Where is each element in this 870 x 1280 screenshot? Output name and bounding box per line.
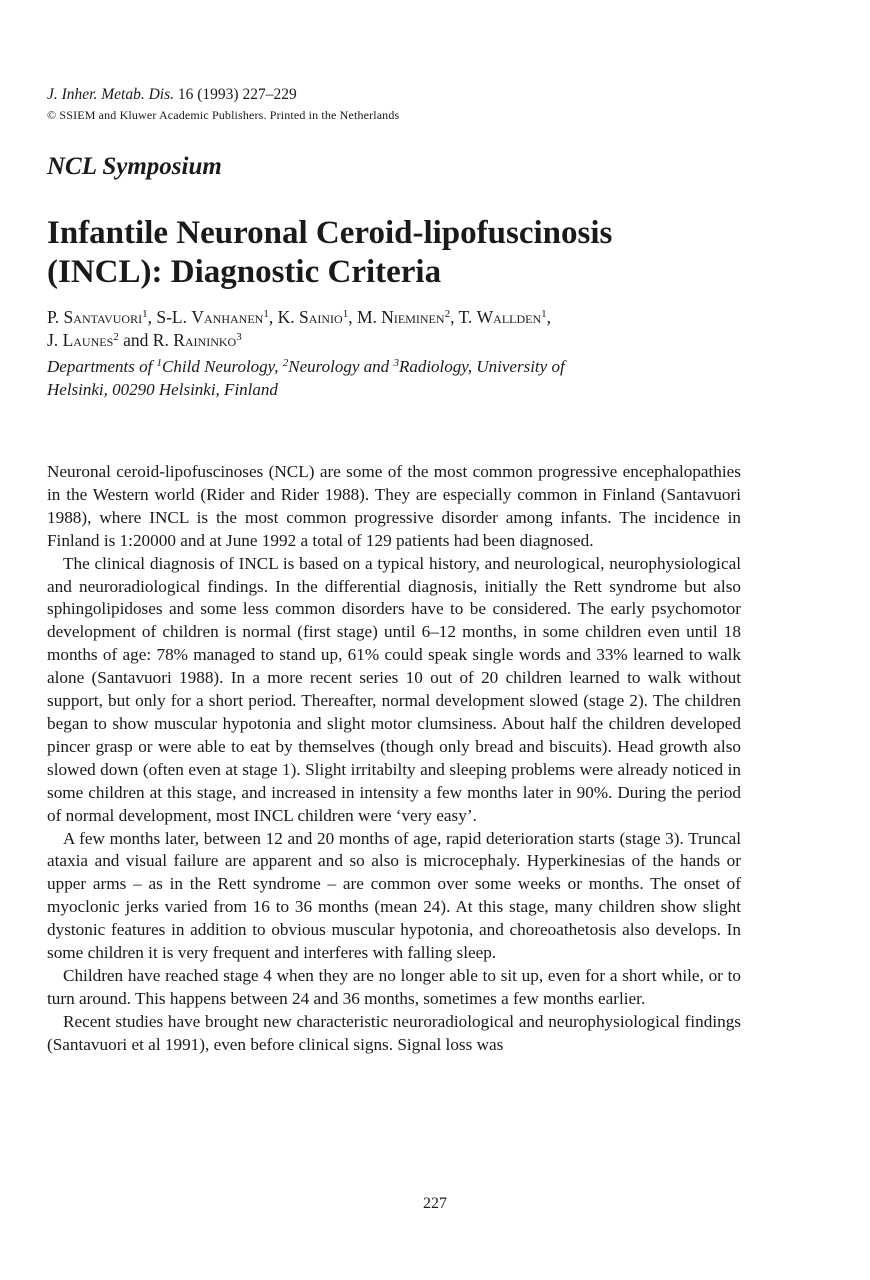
affiliation-marker: 1 — [156, 357, 163, 369]
affiliation-marker: 2 — [282, 357, 289, 369]
affiliations — [47, 355, 847, 401]
journal-volume-pages: 16 (1993) 227–229 — [174, 86, 297, 103]
author-name: Launes — [62, 330, 114, 350]
author-name: Wallden — [476, 307, 542, 327]
title-line-2: (INCL): Diagnostic Criteria — [47, 254, 442, 290]
section-title: NCL Symposium — [47, 153, 222, 180]
title-line-1: Infantile Neuronal Ceroid-lipofuscinosis — [47, 215, 613, 251]
affiliation-prefix: Departments of — [47, 357, 157, 376]
paragraph: Recent studies have brought new characteristic neuroradiological and neurophysiological findings (Santavuori et al 1991), even before clinical signs. Signal loss was — [47, 1011, 741, 1054]
journal-reference — [47, 86, 297, 104]
affiliation-marker: 1 — [263, 308, 269, 320]
institution-address: Helsinki, 00290 Helsinki, Finland — [47, 380, 278, 399]
author-list — [47, 306, 847, 352]
author-initial: P. — [47, 307, 64, 327]
author-initial: , M. — [348, 307, 382, 327]
article-body — [47, 461, 741, 1057]
affiliation-marker: 3 — [236, 331, 242, 343]
affiliation-marker: 2 — [444, 308, 451, 320]
author-name: Nieminen — [381, 307, 445, 327]
affiliation-marker: 1 — [541, 308, 547, 320]
affiliation-marker: 3 — [393, 357, 399, 369]
affiliation-marker: 1 — [342, 308, 349, 320]
author-initial: , S-L. — [147, 307, 192, 327]
copyright-line: © SSIEM and Kluwer Academic Publishers. Printed in the Netherlands — [47, 108, 400, 122]
page-number: 227 — [423, 1195, 447, 1212]
author-initial: J. — [47, 330, 63, 350]
journal-name: J. Inher. Metab. Dis. — [47, 86, 174, 103]
paragraph: Neuronal ceroid-lipofuscinoses (NCL) are some of the most common progressive encephalopathies in the Western world (Rider and Rider 1988). They are especially common in Finland (Santavuori 1988), where INCL is the most common progressive disorder among infants. The incidence in Finland is 1:20000 and at June 1992 a total of 129 patients had been diagnosed. — [47, 462, 741, 550]
department: Child Neurology, — [162, 357, 283, 376]
paragraph: The clinical diagnosis of INCL is based on a typical history, and neurological, neurophysiological and neuroradiological findings. In the differential diagnosis, initially the Rett syndrome but also sphingolipidoses and some less common disorders have to be considered. The early psychomotor development of children is normal (first stage) until 6–12 months, in some children even until 18 months of age: 78% managed to stand up, 61% could speak single words and 33% learned to walk alone (Santavuori 1988). In a more recent series 10 out of 20 children learned to walk without support, but only for a short period. Thereafter, normal development slowed (stage 2). The children began to show muscular hypotonia and slight motor clumsiness. About half the children developed pincer grasp or were able to eat by themselves (though only bread and biscuits). Head growth also slowed down (often even at stage 1). Slight irritabilty and sleeping problems were already noticed in some children at this stage, and increased in intensity a few months later in 90%. During the period of normal development, most INCL children were ‘very easy’. — [47, 553, 741, 825]
author-separator: , — [546, 307, 552, 327]
department: Neurology and — [288, 357, 394, 376]
author-name: Sainio — [298, 307, 343, 327]
author-initial: , K. — [268, 307, 299, 327]
author-initial: , T. — [450, 307, 477, 327]
author-name: Santavuori — [63, 307, 143, 327]
author-name: Raininko — [173, 330, 237, 350]
article-title — [47, 214, 612, 292]
affiliation-marker: 2 — [113, 331, 119, 343]
paragraph: A few months later, between 12 and 20 months of age, rapid deterioration starts (stage 3). Truncal ataxia and visual failure are apparent and so also is microcephaly. Hyperkinesias of the hands or upper arms – as in the Rett syndrome – are common over some weeks or months. The onset of myoclonic jerks varied from 16 to 36 months (mean 24). At this stage, many children show slight dystonic features in addition to obvious muscular hypotonia, and choreoathetosis also develops. In some children it is very frequent and interferes with falling sleep. — [47, 828, 741, 963]
author-name: Vanhanen — [191, 307, 264, 327]
affiliation-marker: 1 — [142, 308, 148, 320]
author-conjunction: and R. — [118, 330, 174, 350]
department: Radiology, University of — [398, 357, 565, 376]
paragraph: Children have reached stage 4 when they are no longer able to sit up, even for a short while, or to turn around. This happens between 24 and 36 months, sometimes a few months earlier. — [47, 965, 741, 1008]
